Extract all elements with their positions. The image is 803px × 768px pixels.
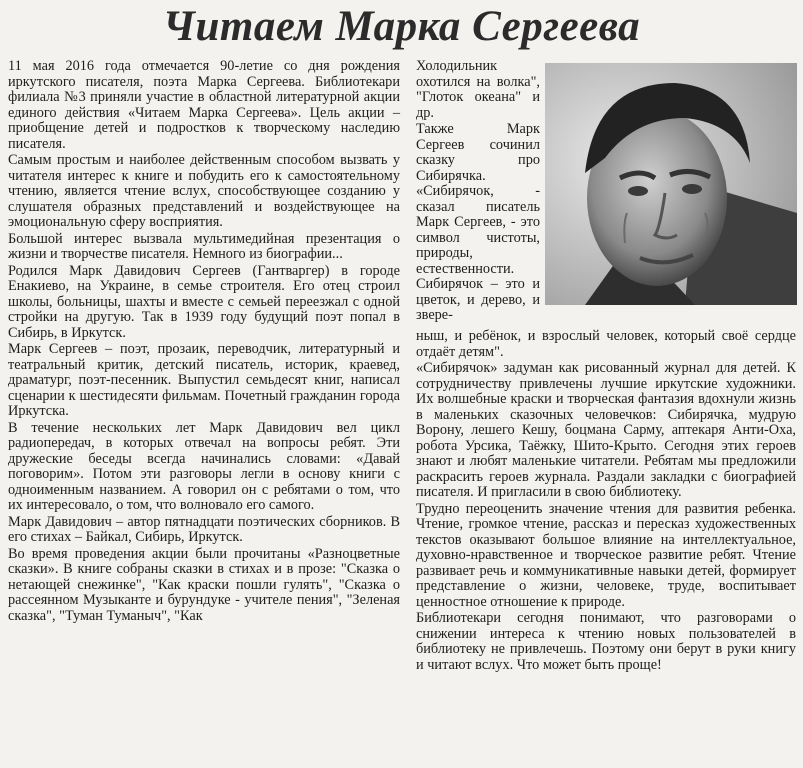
article-title: Читаем Марка Сергеева (162, 3, 641, 50)
paragraph: Также Марк Сергеев сочинил сказку про Сибирячка. «Сибирячок, - сказал писатель Марк Сергеев, - это символ чистоты, природы, естественности. Сибирячок – это и цветок, и дерево, и звере- (416, 121, 540, 323)
paragraph: Марк Давидович – автор пятнадцати поэтических сборников. В его стихах – Байкал, Сибирь, Иркутск. (8, 513, 400, 545)
paragraph: Холодильник охотился на волка", "Глоток океана" и др. (416, 58, 540, 121)
paragraph: Большой интерес вызвала мультимедийная презентация о жизни и творчестве писателя. Немного из биографии... (8, 230, 400, 262)
right-column-bottom (416, 329, 796, 674)
portrait-image (545, 63, 797, 305)
author-portrait-photo (545, 63, 797, 305)
paragraph: 11 мая 2016 года отмечается 90-летие со дня рождения иркутского писателя, поэта Марка Сергеева. Библиотекари филиала №3 приняли участие в областной литературной акции единого действия «Читаем Марка Сергеева». Цель акции – приобщение детей и подростков к творческому наследию писателя. (8, 58, 400, 152)
paragraph: Во время проведения акции были прочитаны «Разноцветные сказки». В книге собраны сказки в стихах и в прозе: "Сказка о нетающей снежинке", "Как краски пошли гулять", "Сказка о рассеянном Музыканте и бурундуке - учителе пения", "Зеленая сказка", "Туман Туманыч", "Как (8, 545, 400, 624)
left-column (8, 59, 400, 625)
paragraph: Марк Сергеев – поэт, прозаик, переводчик, литературный и театральный критик, детский писатель, историк, краевед, драматург, поэт-песенник. Выпустил семьдесят книг, написал сценарии к шестидесяти фильмам. Почетный гражданин города Иркутска. (8, 341, 400, 419)
paragraph: Родился Марк Давидович Сергеев (Гантваргер) в городе Енакиево, на Украине, в семье строителя. Его отец строил школы, больницы, шахты и вместе с семьей переезжал с одной стройки на другую. Так в 1939 году будущий поэт попал в Сибирь, в Иркутск. (8, 262, 400, 341)
paragraph: Трудно переоценить значение чтения для развития ребенка. Чтение, громкое чтение, рассказ и пересказ художественных текстов оказывают большое влияние на интеллектуальное, духовно-нравственное и творческое развитие ребят. Чтение развивает речь и коммуникативные навыки детей, формирует представление о жизни, человеке, труде, воспитывает ценностное отношение к природе. (416, 500, 796, 610)
paragraph: ныш, и ребёнок, и взрослый человек, который своё сердце отдаёт детям". (416, 328, 796, 360)
right-column-top (416, 59, 540, 325)
paragraph: Библиотекари сегодня понимают, что разговорами о снижении интереса к чтению новых пользователей в библиотеку не привлечешь. Поэтому они берут в руки книгу и читают вслух. Что может быть проще! (416, 610, 796, 673)
paragraph: Самым простым и наиболее действенным способом вызвать у читателя интерес к книге и побудить его к самостоятельному чтению, является чтение вслух, способствующее созданию у слушателя образных представлений и воздействующее на эмоциональную сферу восприятия. (8, 152, 400, 230)
paragraph: В течение нескольких лет Марк Давидович вел цикл радиопередач, в которых отвечал на вопросы ребят. Эти дружеские беседы всегда начинались словами: «Давай поговорим». Потом эти разговоры легли в основу книги с одноименным названием. А говорил он с ребятами о том, что их интересовало, о том, что волновало его самого. (8, 419, 400, 513)
paragraph: «Сибирячок» задуман как рисованный журнал для детей. К сотрудничеству привлечены лучшие иркутские художники. Их волшебные краски и творческая фантазия вдохнули жизнь в маленьких сказочных человечков: Сибирячка, мудрую Ворону, лешего Кешу, боцмана Сарму, аптекаря Анти-Оха, робота Урсика, Таёжку, Шито-Крыто. Сегодня этих героев знают и любят маленькие читатели. Ребятам мы предложили раскрасить героев журнала. Раздали закладки с биографией писателя. И пригласили в свою библиотеку. (416, 360, 796, 500)
